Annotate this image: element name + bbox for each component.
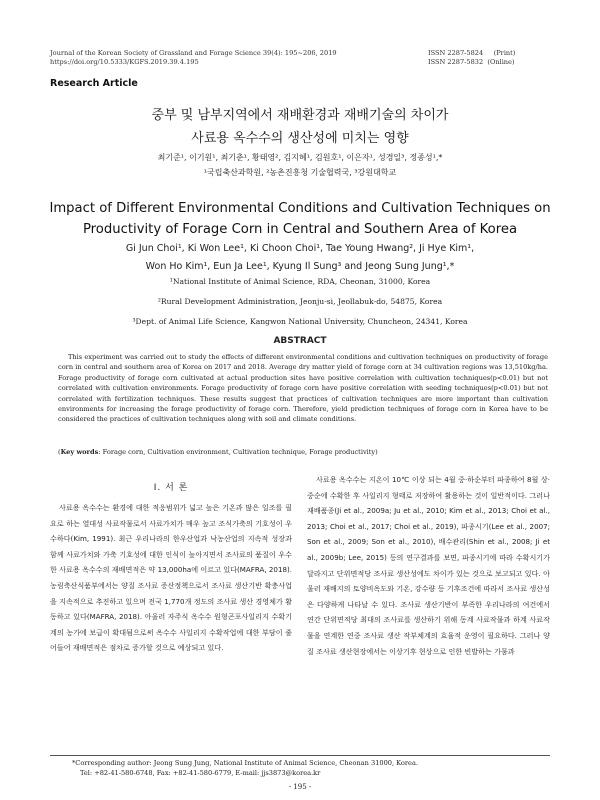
section-title: Ⅰ. 서 론 [153,483,189,493]
keywords-label: Key words [60,448,99,456]
article-type: Research Article [50,78,138,89]
english-affiliations [40,272,560,332]
body-column-left: 사료용 옥수수는 환경에 대한 적응범위가 넓고 높은 기온과 많은 일조를 필요로 하는 열대성 사료작물로서 사료가치가 매우 높고 조식가축의 기호성이 우수하다(Kim, 1991). 최근 우리나라의 한우산업과 낙농산업의 지속적 성장과 함께 사료가치와 가축 기호성에 대한 인식이 높아지면서 조사료의 품질이 우수한 사료용 옥수수의 재배면적은 약 13,000ha에 이르고 있다(MAFRA, 2018). 농림축산식품부에서는 양질 조사료 증산정책으로서 조사료 생산기반 확충사업을 지속적으로 추진하고 있으며 전국 1,770개 정도의 조사료 생산 경영체가 활동하고 있다(MAFRA, 2018). 아울러 자주식 옥수수 원형곤포사일리지 수확기계의 농가에 보급이 확대됨으로써 옥수수 사일리지 수확작업에 대한 부담이 줄어들어 재배면적은 점차로 증가할 것으로 예상되고 있다. [50,503,292,653]
affiliation-1: ¹National Institute of Animal Science, RDA, Cheonan, 31000, Korea [169,277,431,286]
doi-link[interactable]: https://doi.org/10.5333/KGFS.2019.39.4.195 [50,58,199,66]
keywords-list: : Forage corn, Cultivation environment, Cultivation technique, Forage productivity) [98,448,378,456]
korean-affiliations: ¹국립축산과학원, ²농촌진흥청 기술협력국, ³강원대학교 [203,168,397,177]
english-authors-line2: Won Ho Kim¹, Eun Ja Lee¹, Kyung Il Sung³ and Jeong Sung Jung¹,* [145,261,455,272]
korean-title-line1: 중부 및 남부지역에서 재배환경과 재배기술의 차이가 [151,108,449,123]
footnote-divider [50,755,550,756]
issn-online: ISSN 2287-5832 (Online) [428,58,515,66]
abstract-text: This experiment was carried out to study the effects of different environmental conditions and cultivation techniques on productivity of forage corn in central and southern area of Korea on 2017 and 2018. Average dry matter yield of forage corn at 34 cultivation regions was 13,510kg/ha. Forage productivity of forage corn cultivated at actual production sites have positive correlation with cultivation techniques(p<0.01) but not correlated with cultivation environments. Forage productivity of forage corn have positive correlation with seeding techniques(p<0.01) but not correlated with fertilization techniques. These results suggest that practices of cultivation techniques are more important than cultivation environments for increasing the forage productivity of forage corn. Therefore, yield prediction techniques of forage corn in Korea have to be considered the practices of cultivation techniques along with soil and climate conditions. [58,353,548,424]
english-authors-line1: Gi Jun Choi¹, Ki Won Lee¹, Ki Choon Choi¹, Tae Young Hwang², Ji Hye Kim¹, [125,243,475,254]
keywords: (Key words: Forage corn, Cultivation environment, Cultivation technique, Forage productivity) [58,448,378,456]
korean-title-line2: 사료용 옥수수의 생산성에 미치는 영향 [191,131,409,146]
korean-authors: 최기준¹, 이기원¹, 최기춘¹, 황태영², 김지혜¹, 김원호¹, 이은자¹, 성경일³, 정종성¹,* [157,153,443,162]
english-title [40,198,560,240]
english-authors [40,240,560,276]
body-column-right: 사료용 옥수수는 지온이 10℃ 이상 되는 4월 중·하순부터 파종하여 8월 상·중순에 수확한 후 사일리지 형태로 저장하여 활용하는 것이 일반적이다. 그러나 재배품종(Ji et al., 2009a; Ju et al., 2010; Kim et al., 2013; Choi et al., 2013; Choi et al., 2017; Choi et al., 2019), 파종시기(Lee et al., 2007; Son et al., 2009; Son et al., 2010), 배수관리(Shin et al., 2008; Ji et al., 2009b; Lee, 2015) 등의 연구결과를 보면, 파종시기에 따라 수확시기가 달라지고 단위면적당 조사료 생산성에도 차이가 있는 것으로 보고되고 있다. 아울러 재배지의 토양비옥도와 기온, 강수량 등 기후조건에 따라서 조사료 생산성은 다양하게 나타날 수 있다. 조사료 생산기반이 부족한 우리나라의 여건에서 연간 단위면적당 최대의 조사료를 생산하기 위해 동계 사료작물과 하계 사료작물을 연계한 연중 조사료 생산 작부체계의 효율적 운영이 필요하다. 그러나 양질 조사료 생산현장에서는 이상기후 현상으로 인한 빈발하는 가뭄과 [307,475,550,656]
issn-print: ISSN 2287-5824 (Print) [428,49,516,57]
english-title-line2: Productivity of Forage Corn in Central and Southern Area of Korea [82,222,518,237]
korean-authors-block [0,150,600,180]
korean-title [0,104,600,150]
affiliation-2: ²Rural Development Administration, Jeonju-si, Jeollabuk-do, 54875, Korea [157,297,443,306]
journal-citation: Journal of the Korean Society of Grassland and Forage Science 39(4): 195~206, 2019 [50,49,337,57]
footnote-line1: *Corresponding author: Jeong Sung Jung, National Institute of Animal Science, Cheonan 31000, Korea. [72,759,418,767]
english-title-line1: Impact of Different Environmental Conditions and Cultivation Techniques on [49,201,551,216]
footnote [72,758,552,778]
issn-block [428,49,568,67]
footnote-line2: Tel: +82-41-580-6748, Fax: +82-41-580-6779, E-mail: jjs3873@korea.kr [80,769,321,777]
affiliation-3: ³Dept. of Animal Life Science, Kangwon National University, Chuncheon, 24341, Korea [132,317,468,326]
page-number: - 195 - [288,783,312,791]
abstract-heading: ABSTRACT [273,336,327,346]
journal-header [50,49,337,67]
